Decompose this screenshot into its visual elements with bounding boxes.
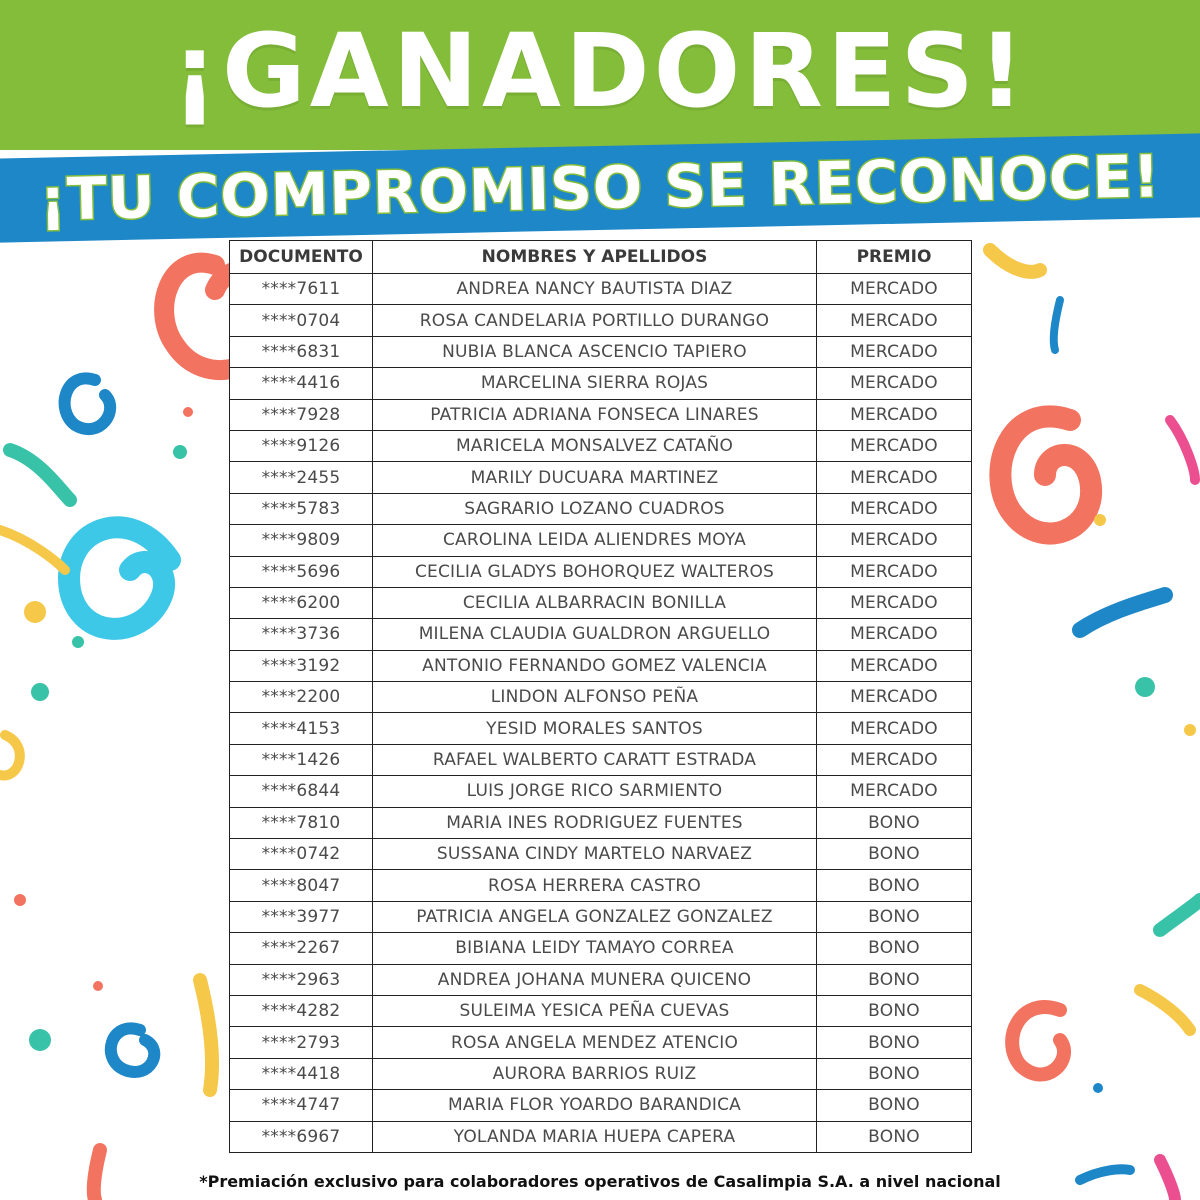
document-cell: ****6844	[230, 776, 373, 807]
prize-cell: MERCADO	[817, 368, 972, 399]
document-cell: ****9809	[230, 525, 373, 556]
table-row	[230, 776, 972, 807]
table-row	[230, 933, 972, 964]
prize-cell: MERCADO	[817, 274, 972, 305]
document-cell: ****2793	[230, 1027, 373, 1058]
prize-cell: MERCADO	[817, 744, 972, 775]
prize-cell: MERCADO	[817, 776, 972, 807]
prize-cell: MERCADO	[817, 399, 972, 430]
document-cell: ****3977	[230, 901, 373, 932]
prize-cell: BONO	[817, 807, 972, 838]
prize-cell: BONO	[817, 901, 972, 932]
name-cell: CECILIA GLADYS BOHORQUEZ WALTEROS	[373, 556, 817, 587]
document-cell: ****2267	[230, 933, 373, 964]
table-row	[230, 713, 972, 744]
table-row	[230, 744, 972, 775]
document-cell: ****0704	[230, 305, 373, 336]
prize-cell: BONO	[817, 870, 972, 901]
page-subtitle: ¡TU COMPROMISO SE RECONOCE!	[38, 142, 1162, 234]
name-cell: MARIA INES RODRIGUEZ FUENTES	[373, 807, 817, 838]
document-cell: ****7611	[230, 274, 373, 305]
name-cell: MARCELINA SIERRA ROJAS	[373, 368, 817, 399]
name-cell: MARIA FLOR YOARDO BARANDICA	[373, 1090, 817, 1121]
table-row	[230, 650, 972, 681]
table-row	[230, 1121, 972, 1152]
prize-cell: MERCADO	[817, 525, 972, 556]
prize-cell: MERCADO	[817, 619, 972, 650]
coral-swirl-decoration-bottom-right	[1012, 1007, 1064, 1074]
table-row	[230, 305, 972, 336]
document-cell: ****7928	[230, 399, 373, 430]
table-row	[230, 430, 972, 461]
table-row	[230, 525, 972, 556]
name-cell: YOLANDA MARIA HUEPA CAPERA	[373, 1121, 817, 1152]
prize-cell: MERCADO	[817, 462, 972, 493]
document-cell: ****6200	[230, 587, 373, 618]
name-cell: PATRICIA ANGELA GONZALEZ GONZALEZ	[373, 901, 817, 932]
document-cell: ****5783	[230, 493, 373, 524]
table-row	[230, 1090, 972, 1121]
prize-cell: MERCADO	[817, 305, 972, 336]
document-cell: ****8047	[230, 870, 373, 901]
blue-swirl-decoration-bottom	[111, 1028, 154, 1072]
document-cell: ****0742	[230, 839, 373, 870]
prize-cell: MERCADO	[817, 650, 972, 681]
name-cell: MARILY DUCUARA MARTINEZ	[373, 462, 817, 493]
document-cell: ****4747	[230, 1090, 373, 1121]
table-row	[230, 839, 972, 870]
prize-cell: MERCADO	[817, 493, 972, 524]
document-cell: ****3192	[230, 650, 373, 681]
name-cell: SULEIMA YESICA PEÑA CUEVAS	[373, 995, 817, 1026]
name-cell: AURORA BARRIOS RUIZ	[373, 1058, 817, 1089]
prize-cell: MERCADO	[817, 587, 972, 618]
name-cell: ANDREA JOHANA MUNERA QUICENO	[373, 964, 817, 995]
document-cell: ****2455	[230, 462, 373, 493]
prize-cell: BONO	[817, 933, 972, 964]
table-row	[230, 587, 972, 618]
prize-cell: BONO	[817, 1121, 972, 1152]
document-cell: ****4153	[230, 713, 373, 744]
page-title: ¡GANADORES!	[171, 12, 1029, 131]
document-cell: ****6967	[230, 1121, 373, 1152]
prize-cell: BONO	[817, 1058, 972, 1089]
blue-swirl-decoration	[65, 378, 111, 429]
name-cell: LUIS JORGE RICO SARMIENTO	[373, 776, 817, 807]
table-row	[230, 807, 972, 838]
column-header-prize: PREMIO	[817, 241, 972, 274]
name-cell: SAGRARIO LOZANO CUADROS	[373, 493, 817, 524]
column-header-names: NOMBRES Y APELLIDOS	[373, 241, 817, 274]
document-cell: ****1426	[230, 744, 373, 775]
name-cell: CAROLINA LEIDA ALIENDRES MOYA	[373, 525, 817, 556]
document-cell: ****5696	[230, 556, 373, 587]
name-cell: ROSA ANGELA MENDEZ ATENCIO	[373, 1027, 817, 1058]
table-row	[230, 995, 972, 1026]
name-cell: MILENA CLAUDIA GUALDRON ARGUELLO	[373, 619, 817, 650]
name-cell: ANDREA NANCY BAUTISTA DIAZ	[373, 274, 817, 305]
table-row	[230, 1058, 972, 1089]
header-green-band	[0, 0, 1200, 150]
table-row	[230, 274, 972, 305]
prize-cell: BONO	[817, 839, 972, 870]
name-cell: PATRICIA ADRIANA FONSECA LINARES	[373, 399, 817, 430]
table-row	[230, 336, 972, 367]
prize-cell: BONO	[817, 964, 972, 995]
table-row	[230, 493, 972, 524]
prize-cell: BONO	[817, 995, 972, 1026]
yellow-swirl-decoration	[0, 735, 20, 775]
prize-cell: MERCADO	[817, 336, 972, 367]
name-cell: ANTONIO FERNANDO GOMEZ VALENCIA	[373, 650, 817, 681]
table-row	[230, 619, 972, 650]
cyan-swirl-decoration	[69, 527, 170, 629]
name-cell: SUSSANA CINDY MARTELO NARVAEZ	[373, 839, 817, 870]
table-row	[230, 368, 972, 399]
prize-cell: MERCADO	[817, 713, 972, 744]
table-row	[230, 901, 972, 932]
footnote: *Premiación exclusivo para colaboradores operativos de Casalimpia S.A. a nivel nacional	[199, 1172, 1001, 1191]
document-cell: ****2963	[230, 964, 373, 995]
table-row	[230, 870, 972, 901]
document-cell: ****7810	[230, 807, 373, 838]
table-row	[230, 556, 972, 587]
winners-table	[229, 240, 972, 1153]
document-cell: ****9126	[230, 430, 373, 461]
name-cell: ROSA CANDELARIA PORTILLO DURANGO	[373, 305, 817, 336]
table-row	[230, 462, 972, 493]
winners-table-container	[229, 240, 971, 1153]
table-header-row	[230, 241, 972, 274]
prize-cell: MERCADO	[817, 556, 972, 587]
table-body	[230, 274, 972, 1153]
name-cell: CECILIA ALBARRACIN BONILLA	[373, 587, 817, 618]
name-cell: RAFAEL WALBERTO CARATT ESTRADA	[373, 744, 817, 775]
document-cell: ****4416	[230, 368, 373, 399]
prize-cell: BONO	[817, 1027, 972, 1058]
table-row	[230, 1027, 972, 1058]
document-cell: ****4418	[230, 1058, 373, 1089]
document-cell: ****2200	[230, 682, 373, 713]
document-cell: ****3736	[230, 619, 373, 650]
prize-cell: MERCADO	[817, 430, 972, 461]
table-row	[230, 682, 972, 713]
coral-swirl-decoration-right	[1000, 416, 1091, 533]
name-cell: NUBIA BLANCA ASCENCIO TAPIERO	[373, 336, 817, 367]
document-cell: ****6831	[230, 336, 373, 367]
column-header-document: DOCUMENTO	[230, 241, 373, 274]
document-cell: ****4282	[230, 995, 373, 1026]
name-cell: BIBIANA LEIDY TAMAYO CORREA	[373, 933, 817, 964]
table-row	[230, 399, 972, 430]
table-row	[230, 964, 972, 995]
name-cell: MARICELA MONSALVEZ CATAÑO	[373, 430, 817, 461]
prize-cell: BONO	[817, 1090, 972, 1121]
name-cell: YESID MORALES SANTOS	[373, 713, 817, 744]
name-cell: LINDON ALFONSO PEÑA	[373, 682, 817, 713]
name-cell: ROSA HERRERA CASTRO	[373, 870, 817, 901]
prize-cell: MERCADO	[817, 682, 972, 713]
